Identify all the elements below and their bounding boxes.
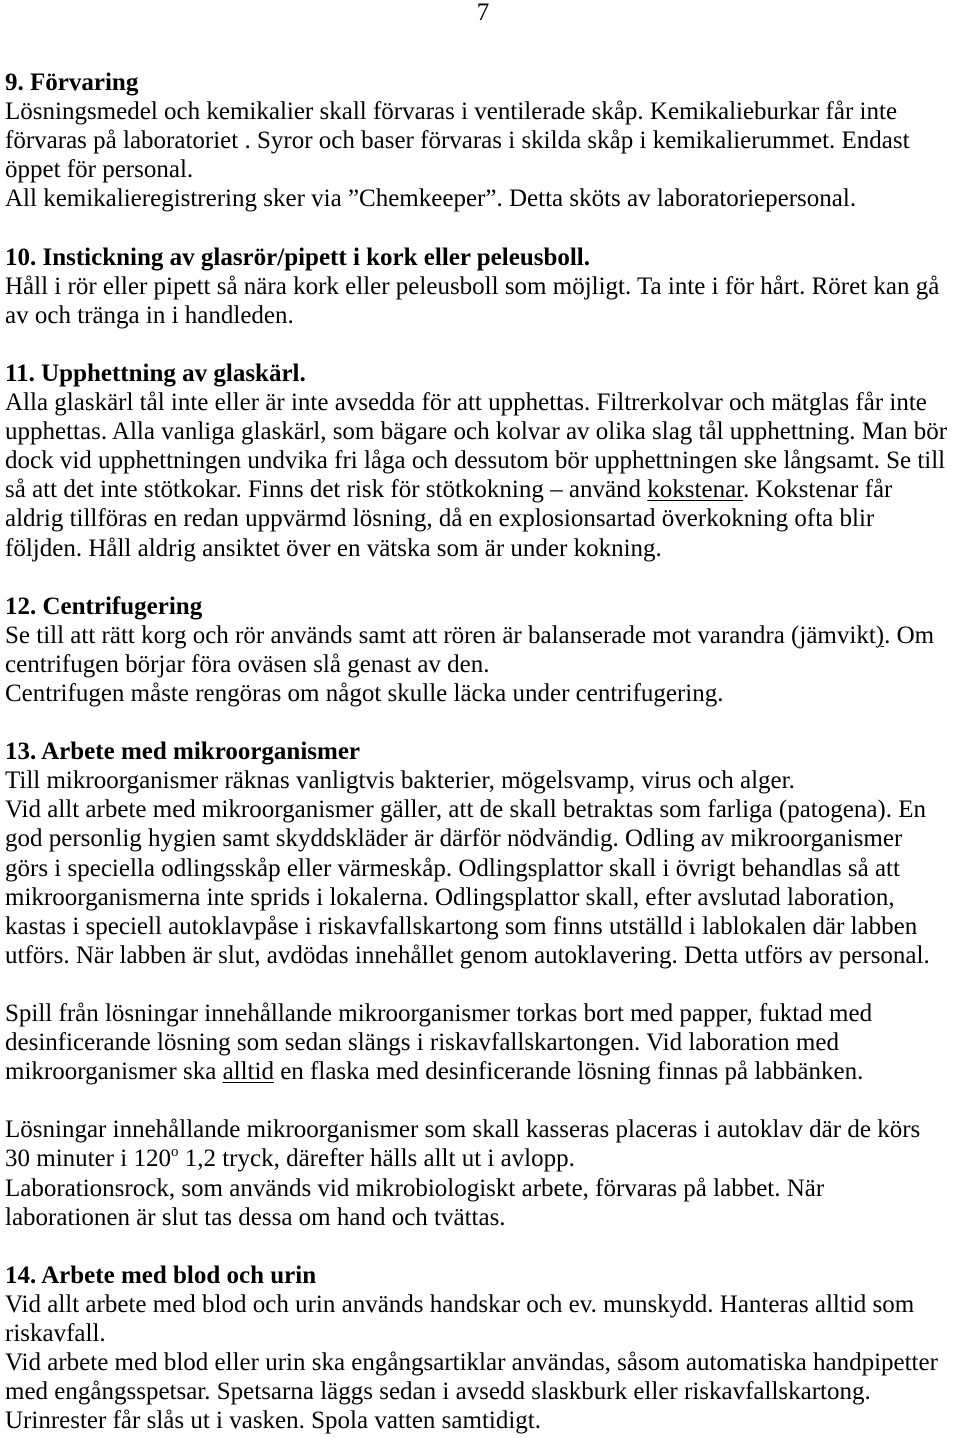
text-line: upphettas. Alla vanliga glaskärl, som bägare och kolvar av olika slag tål upphettning. Man bör [5, 418, 948, 446]
text-line: öppet för personal. [5, 156, 194, 184]
text-line: Vid allt arbete med mikroorganismer gäller, att de skall betraktas som farliga (patogena). En [5, 796, 927, 824]
text-line: Lösningsmedel och kemikalier skall förvaras i ventilerade skåp. Kemikalieburkar får inte [5, 98, 898, 126]
text-segment: mikroorganismer ska [5, 1058, 223, 1086]
text-line: All kemikalieregistrering sker via ”Chemkeeper”. Detta sköts av laboratoriepersonal. [5, 185, 857, 213]
text-line: mikroorganismerna inte sprids i lokalerna. Odlingsplattor skall, efter avslutad laboration, [5, 883, 895, 911]
text-line: Centrifugen måste rengöras om något skulle läcka under centrifugering. [5, 679, 724, 707]
text-segment: 1,2 tryck, därefter hälls allt ut i avlopp. [178, 1145, 575, 1173]
text-line: Vid arbete med blod eller urin ska engångsartiklar användas, såsom automatiska handpipetter [5, 1349, 938, 1377]
section-heading: 12. Centrifugering [5, 592, 203, 620]
section-heading: 13. Arbete med mikroorganismer [5, 738, 361, 766]
text-line: Lösningar innehållande mikroorganismer som skall kasseras placeras i autoklav där de körs [5, 1116, 921, 1144]
text-line: god personlig hygien samt skyddskläder är därför nödvändig. Odling av mikroorganismer [5, 825, 903, 853]
text-line: laborationen är slut tas dessa om hand och tvättas. [5, 1203, 506, 1231]
text-line: Spill från lösningar innehållande mikroorganismer torkas bort med papper, fuktad med [5, 1000, 873, 1027]
text-line: Laborationsrock, som används vid mikrobiologiskt arbete, förvaras på labbet. När [5, 1174, 825, 1202]
text-segment: 30 minuter i 120 [5, 1145, 171, 1173]
text-line: Till mikroorganismer räknas vanligtvis bakterier, mögelsvamp, virus och alger. [5, 767, 795, 795]
section-14-blod-och-urin [5, 1261, 957, 1436]
paragraph [5, 737, 957, 970]
section-12-centrifugering [5, 592, 957, 708]
superscript-degree: o [170, 1144, 179, 1161]
text-line [5, 1144, 957, 1173]
text-segment: . Kokstenar får [743, 476, 893, 504]
underlined-term: kokstenar [647, 476, 744, 504]
text-line: görs i speciella odlingsskåp eller värmeskåp. Odlingsplattor skall i övrigt behandlas så att [5, 854, 900, 882]
text-line: följden. Håll aldrig ansiktet över en vätska som är under kokning. [5, 534, 662, 562]
section-13-mikroorganismer [5, 737, 957, 1232]
section-10-instickning [5, 243, 957, 330]
document-body [5, 68, 957, 1435]
text-line: Urinrester får slås ut i vasken. Spola vatten samtidigt. [5, 1407, 541, 1435]
text-line: förvaras på laboratoriet . Syror och baser förvaras i skilda skåp i kemikalierummet. Endast [5, 127, 910, 155]
text-line: kastas i speciell autoklavpåse i riskavfallskartong som finns utställd i lablokalen där labben [5, 912, 918, 940]
text-segment: . Om [884, 621, 935, 649]
text-line: av och tränga in i handleden. [5, 301, 294, 329]
section-9-forvaring [5, 68, 957, 213]
page-number: 7 [476, 0, 490, 26]
text-segment: Se till att rätt korg och rör används samt att rören är balanserade mot varandra (jämvikt [5, 621, 876, 649]
text-line: riskavfall. [5, 1320, 106, 1348]
text-line: aldrig tillföras en redan uppvärmd lösning, då en explosionsartad överkokning ofta blir [5, 505, 875, 533]
text-segment: en flaska med desinficerande lösning finnas på labbänken. [273, 1058, 864, 1086]
text-line: dock vid upphettningen undvika fri låga och dessutom bör upphettningen ske långsamt. Se till [5, 447, 946, 475]
text-segment: så att det inte stötkokar. Finns det risk för stötkokning – använd [5, 476, 648, 504]
section-heading: 11. Upphettning av glaskärl. [5, 359, 306, 387]
paragraph [5, 1115, 957, 1231]
text-line [5, 475, 957, 504]
underlined-term: alltid [222, 1058, 274, 1086]
section-heading: 9. Förvaring [5, 69, 139, 96]
paragraph [5, 999, 957, 1086]
text-line: utförs. När labben är slut, avdödas innehållet genom autoklavering. Detta utförs av personal. [5, 941, 930, 969]
section-heading: 10. Instickning av glasrör/pipett i kork eller peleusboll. [5, 243, 590, 271]
text-line: med engångsspetsar. Spetsarna läggs sedan i avsedd slaskburk eller riskavfallskartong. [5, 1378, 871, 1406]
text-line: Håll i rör eller pipett så nära kork eller peleusboll som möjligt. Ta inte i för hårt. Röret kan gå [5, 272, 940, 300]
text-line [5, 1057, 957, 1086]
underlined-term: ) [875, 621, 885, 649]
text-line: Vid allt arbete med blod och urin används handskar och ev. munskydd. Hanteras alltid som [5, 1290, 915, 1318]
section-11-upphettning [5, 359, 957, 563]
text-line: centrifugen börjar föra oväsen slå genast av den. [5, 650, 490, 678]
text-line: Alla glaskärl tål inte eller är inte avsedda för att upphettas. Filtrerkolvar och mätglas får inte [5, 389, 927, 417]
text-line: desinficerande lösning som sedan slängs i riskavfallskartongen. Vid laboration med [5, 1029, 839, 1057]
text-line [5, 621, 957, 650]
section-heading: 14. Arbete med blod och urin [5, 1261, 317, 1289]
